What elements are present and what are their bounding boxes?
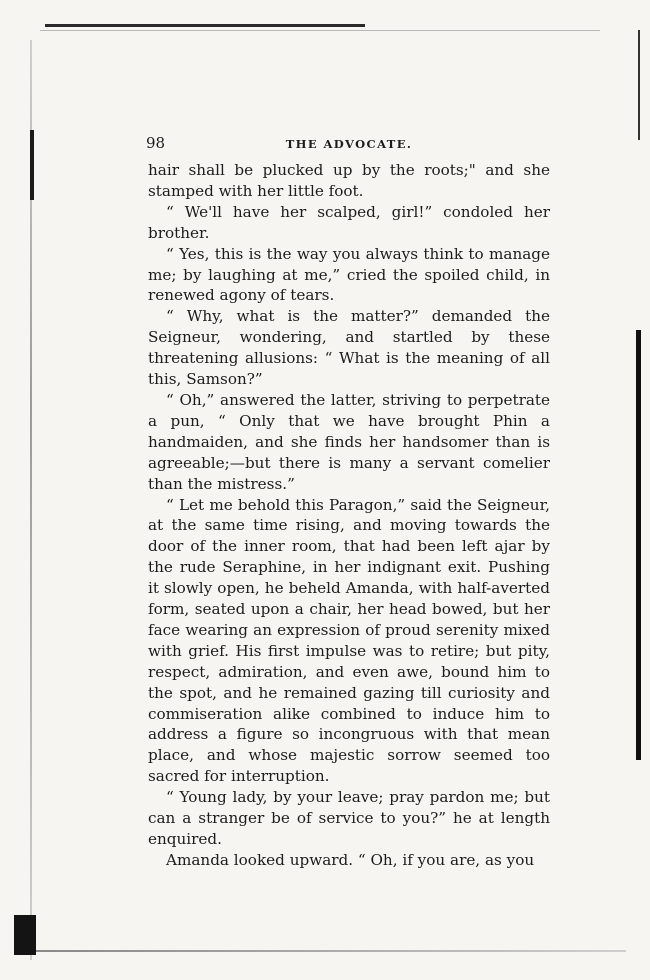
scan-artifact-top-thin-line xyxy=(40,30,600,31)
body-text xyxy=(148,160,550,871)
scan-artifact-top-line xyxy=(45,24,365,27)
paragraph: “ Let me behold this Paragon,” said the Seigneur, at the same time rising, and moving towards the door of the inner room, that had been left ajar by the rude Seraphine, in her indignant exit. Pushing it slowly open, he beheld Amanda, with half-averted form, seated upon a chair, her head bowed, but her face wearing an expression of proud serenity mixed with grief. His first impulse was to retire; but pity, respect, admiration, and even awe, bound him to the spot, and he remained gazing till curiosity and commiseration alike combined to induce him to address a figure so incongruous with that mean place, and whose majestic sorrow seemed too sacred for interruption. xyxy=(148,495,550,786)
page-header xyxy=(148,134,550,160)
paragraph: “ Why, what is the matter?” demanded the Seigneur, wondering, and startled by these threatening allusions: “ What is the meaning of all this, Samson?” xyxy=(148,307,550,389)
paragraph: Amanda looked upward. “ Oh, if you are, as you xyxy=(166,850,535,869)
paragraph: “ Oh,” answered the latter, striving to perpetrate a pun, “ Only that we have brought Phin a handmaiden, and she finds her handsomer than is agreeable;—but there is many a servant comelier than the mistress.” xyxy=(148,390,550,493)
scan-artifact-bottom-corner xyxy=(14,915,36,955)
scan-artifact-bottom-line xyxy=(36,950,626,952)
scan-artifact-left-bar xyxy=(30,130,34,200)
scan-artifact-right-bar xyxy=(636,330,641,760)
book-page xyxy=(148,134,550,871)
paragraph: “ We'll have her scalped, girl!” condoled her brother. xyxy=(148,202,550,242)
page-number: 98 xyxy=(146,134,166,152)
running-title: THE ADVOCATE. xyxy=(285,137,413,151)
paragraph: “ Yes, this is the way you always think to manage me; by laughing at me,” cried the spoiled child, in renewed agony of tears. xyxy=(148,244,550,305)
paragraph: “ Young lady, by your leave; pray pardon me; but can a stranger be of service to you?” he at length enquired. xyxy=(148,788,550,848)
paragraph: hair shall be plucked up by the roots;" and she stamped with her little foot. xyxy=(148,161,550,200)
scan-artifact-right-top-bar xyxy=(638,30,640,140)
